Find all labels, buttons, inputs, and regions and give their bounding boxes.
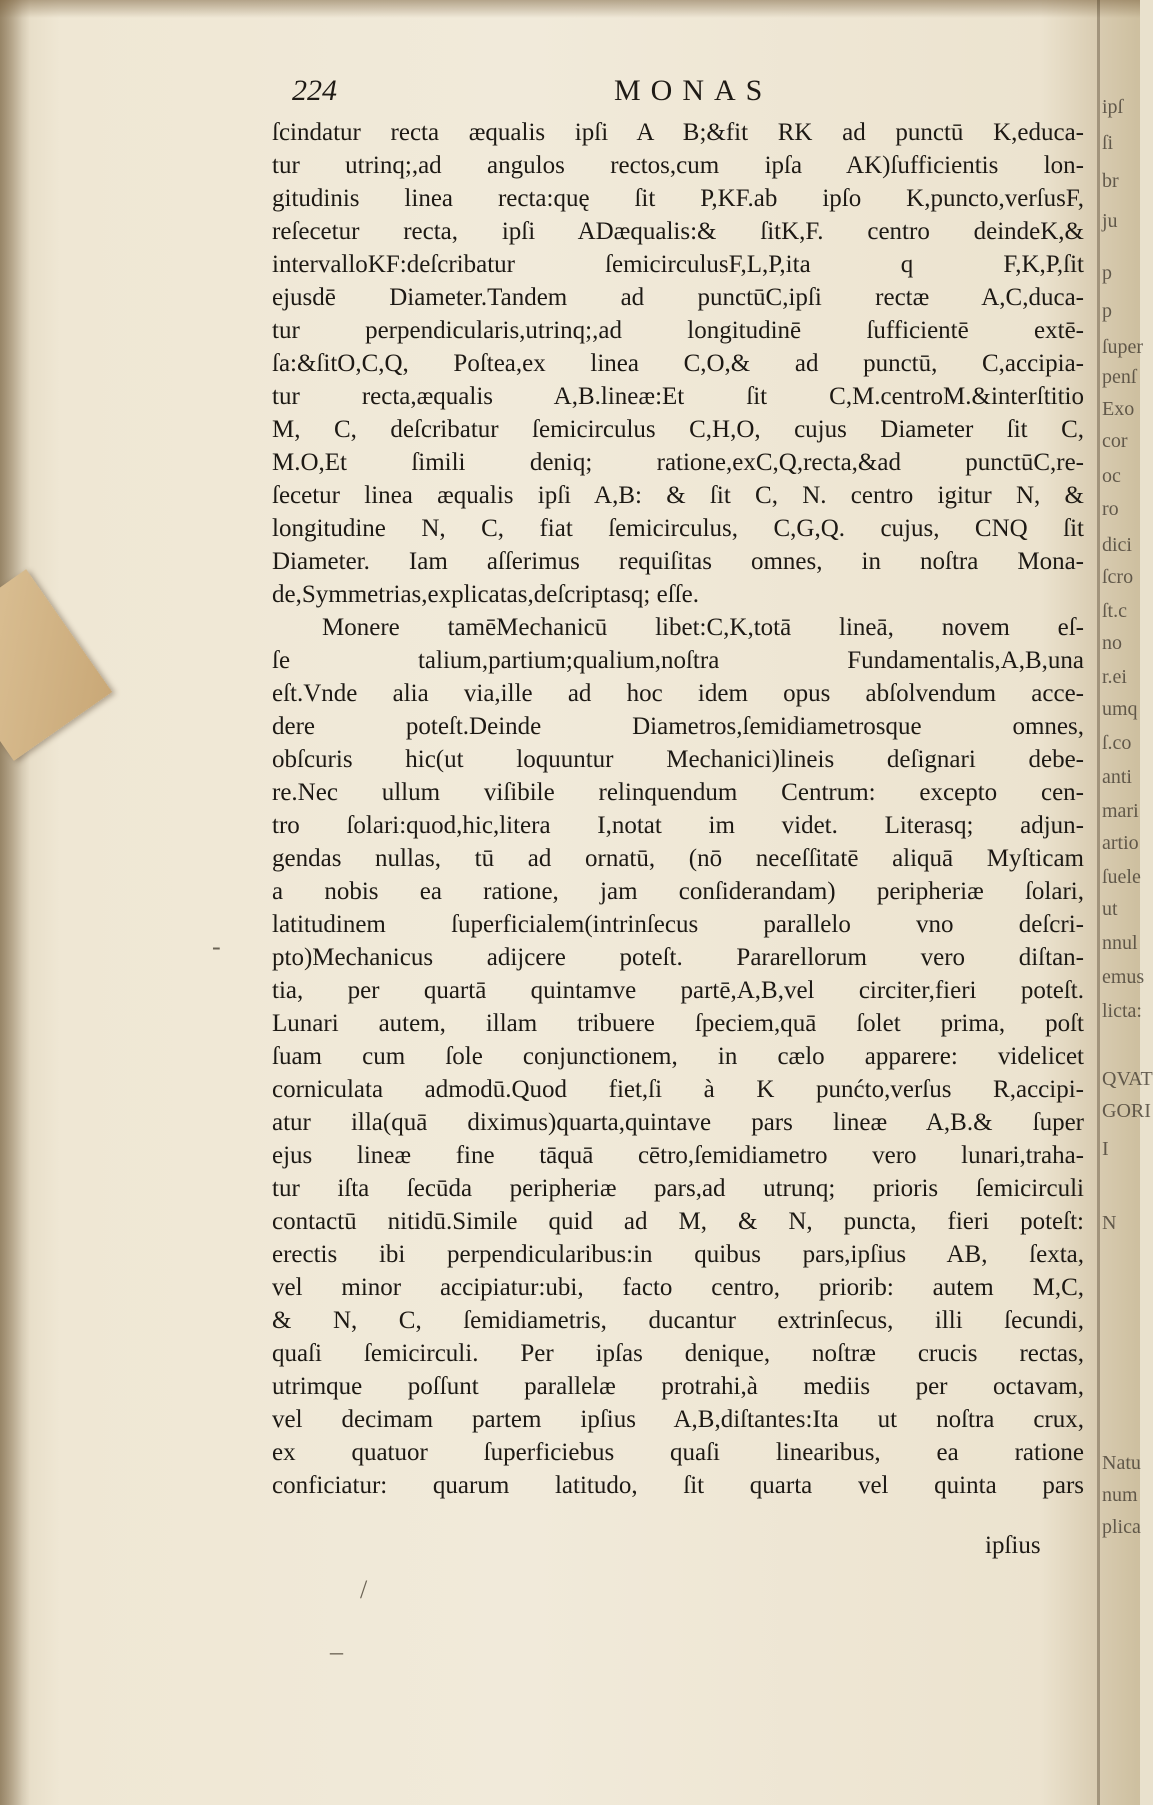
text-line: Lunari autem, illam tribuere ſpeciem,quā ſolet prima, poſt (272, 1010, 1084, 1037)
text-line: Monere tamēMechanicū libet:C,K,totā lineā, novem eſ- (322, 614, 1084, 641)
margin-mark: - (212, 932, 221, 961)
opposite-fragment: cor (1102, 430, 1128, 452)
opposite-fragment: p (1102, 300, 1112, 322)
opposite-fragment: Natu (1102, 1452, 1141, 1474)
text-line: tur perpendicularis,utrinq;,ad longitudinē ſufficientē extē- (272, 317, 1084, 344)
top-page-edge (0, 0, 1140, 18)
opposite-fragment: QVAT (1102, 1068, 1153, 1090)
text-line: pto)Mechanicus adijcere poteſt. Pararellorum vero diſtan- (272, 944, 1084, 971)
text-line: atur illa(quā diximus)quarta,quintave pars lineæ A,B.& ſuper (272, 1109, 1084, 1136)
opposite-fragment: ro (1102, 498, 1119, 520)
opposite-fragment: br (1102, 170, 1119, 192)
opposite-fragment: ſuele (1102, 866, 1141, 888)
opposite-fragment: ſt.c (1102, 600, 1127, 622)
text-line: obſcuris hic(ut loquuntur Mechanici)lineis deſignari debe- (272, 746, 1084, 773)
text-line: quaſi ſemicirculi. Per ipſas denique, noſtræ crucis rectas, (272, 1340, 1084, 1367)
text-line: ejus lineæ fine tāquā cētro,ſemidiametro vero lunari,traha- (272, 1142, 1084, 1169)
running-head: MONAS (614, 74, 773, 107)
text-line: ſecetur linea æqualis ipſi A,B: & ſit C, N. centro igitur N, & (272, 482, 1084, 509)
opposite-fragment: ſcro (1102, 566, 1134, 588)
opposite-fragment: mari (1102, 800, 1139, 822)
opposite-fragment: ſ.co (1102, 732, 1132, 754)
text-line: tur recta,æqualis A,B.lineæ:Et ſit C,M.centroM.&interſtitio (272, 383, 1084, 410)
text-line: erectis ibi perpendicularibus:in quibus pars,ipſius AB, ſexta, (272, 1241, 1084, 1268)
opposite-fragment: licta: (1102, 1000, 1142, 1022)
text-line: conficiatur: quarum latitudo, ſit quarta vel quinta pars (272, 1472, 1084, 1499)
text-line: tro ſolari:quod,hic,litera I,notat im videt. Literasq; adjun- (272, 812, 1084, 839)
margin-mark: / (360, 1575, 368, 1604)
opposite-page-margin (1100, 0, 1153, 1805)
opposite-fragment: emus (1102, 966, 1145, 988)
text-line: a nobis ea ratione, jam conſiderandam) peripheriæ ſolari, (272, 878, 1084, 905)
text-line: Diameter. Iam aſſerimus requiſitas omnes, in noſtra Mona- (272, 548, 1084, 575)
page-header (292, 74, 1072, 114)
opposite-fragment: ſi (1102, 132, 1114, 154)
text-line: M, C, deſcribatur ſemicirculus C,H,O, cujus Diameter ſit C, (272, 416, 1084, 443)
text-line: & N, C, ſemidiametris, ducantur extrinſecus, illi ſecundi, (272, 1307, 1084, 1334)
opposite-fragment: nnul (1102, 932, 1138, 954)
margin-mark: _ (330, 1628, 343, 1657)
opposite-fragment: r.ei (1102, 666, 1127, 688)
body-text (272, 116, 1084, 1502)
text-line: eſt.Vnde alia via,ille ad hoc idem opus abſolvendum acce- (272, 680, 1084, 707)
gutter-shadow (0, 0, 30, 1805)
text-line: vel decimam partem ipſius A,B,diſtantes:Ita ut noſtra crux, (272, 1406, 1084, 1433)
text-line: ſuam cum ſole conjunctionem, in cælo apparere: videlicet (272, 1043, 1084, 1070)
opposite-fragment: no (1102, 632, 1122, 654)
text-line: gendas nullas, tū ad ornatū, (nō neceſſitatē aliquā Myſticam (272, 845, 1084, 872)
opposite-fragment: N (1102, 1212, 1117, 1234)
opposite-fragment: ſuper (1102, 336, 1144, 358)
text-line: dere poteſt.Deinde Diametros,ſemidiametrosque omnes, (272, 713, 1084, 740)
text-line: tur utrinq;,ad angulos rectos,cum ipſa AK)ſufficientis lon- (272, 152, 1084, 179)
opposite-fragment: anti (1102, 766, 1132, 788)
opposite-fragment: ut (1102, 898, 1118, 920)
opposite-fragment: Exo (1102, 398, 1135, 420)
opposite-fragment: num (1102, 1484, 1138, 1506)
opposite-fragment: GORI (1102, 1100, 1151, 1122)
opposite-fragment: umq (1102, 698, 1138, 720)
opposite-fragment: penſ (1102, 366, 1137, 388)
text-line: corniculata admodū.Quod fiet,ſi à K punćto,verſus R,accipi- (272, 1076, 1084, 1103)
text-line: contactū nitidū.Simile quid ad M, & N, puncta, fieri poteſt: (272, 1208, 1084, 1235)
text-line: utrimque poſſunt parallelæ protrahi,à mediis per octavam, (272, 1373, 1084, 1400)
text-line: tia, per quartā quintamve partē,A,B,vel circiter,fieri poteſt. (272, 977, 1084, 1004)
opposite-fragment: I (1102, 1138, 1109, 1160)
text-line: ſa:&ſitO,C,Q, Poſtea,ex linea C,O,& ad punctū, C,accipia- (272, 350, 1084, 377)
text-line: vel minor accipiatur:ubi, facto centro, priorib: autem M,C, (272, 1274, 1084, 1301)
text-line: longitudine N, C, fiat ſemicirculus, C,G,Q. cujus, CNQ ſit (272, 515, 1084, 542)
catchword: ipſius (985, 1532, 1041, 1559)
text-line: intervalloKF:deſcribatur ſemicirculusF,L,P,ita q F,K,P,ſit (272, 251, 1084, 278)
text-line: latitudinem ſuperficialem(intrinſecus parallelo vno deſcri- (272, 911, 1084, 938)
text-line: re.Nec ullum viſibile relinquendum Centrum: excepto cen- (272, 779, 1084, 806)
text-line: gitudinis linea recta:quę ſit P,KF.ab ipſo K,puncto,verſusF, (272, 185, 1084, 212)
text-line: reſecetur recta, ipſi ADæqualis:& ſitK,F. centro deindeK,& (272, 218, 1084, 245)
text-line: ex quatuor ſuperficiebus quaſi linearibus, ea ratione (272, 1439, 1084, 1466)
opposite-fragment: oc (1102, 465, 1121, 487)
opposite-fragment: plica (1102, 1516, 1141, 1538)
text-line: ſe talium,partium;qualium,noſtra Fundamentalis,A,B,una (272, 647, 1084, 674)
opposite-fragment: ipſ (1102, 96, 1124, 118)
opposite-fragment: dici (1102, 534, 1132, 556)
opposite-fragment: artio (1102, 832, 1139, 854)
opposite-fragment: p (1102, 262, 1112, 284)
text-line: de,Symmetrias,explicatas,deſcriptasq; eſſe. (272, 581, 699, 608)
text-line: M.O,Et ſimili deniq; ratione,exC,Q,recta,&ad punctūC,re- (272, 449, 1084, 476)
opposite-fragment: ju (1102, 210, 1118, 232)
page-number: 224 (292, 74, 337, 107)
text-line: ejusdē Diameter.Tandem ad punctūC,ipſi rectæ A,C,duca- (272, 284, 1084, 311)
text-line: tur iſta ſecūda peripheriæ pars,ad utrunq; prioris ſemicirculi (272, 1175, 1084, 1202)
text-line: ſcindatur recta æqualis ipſi A B;&fit RK ad punctū K,educa- (272, 119, 1084, 146)
